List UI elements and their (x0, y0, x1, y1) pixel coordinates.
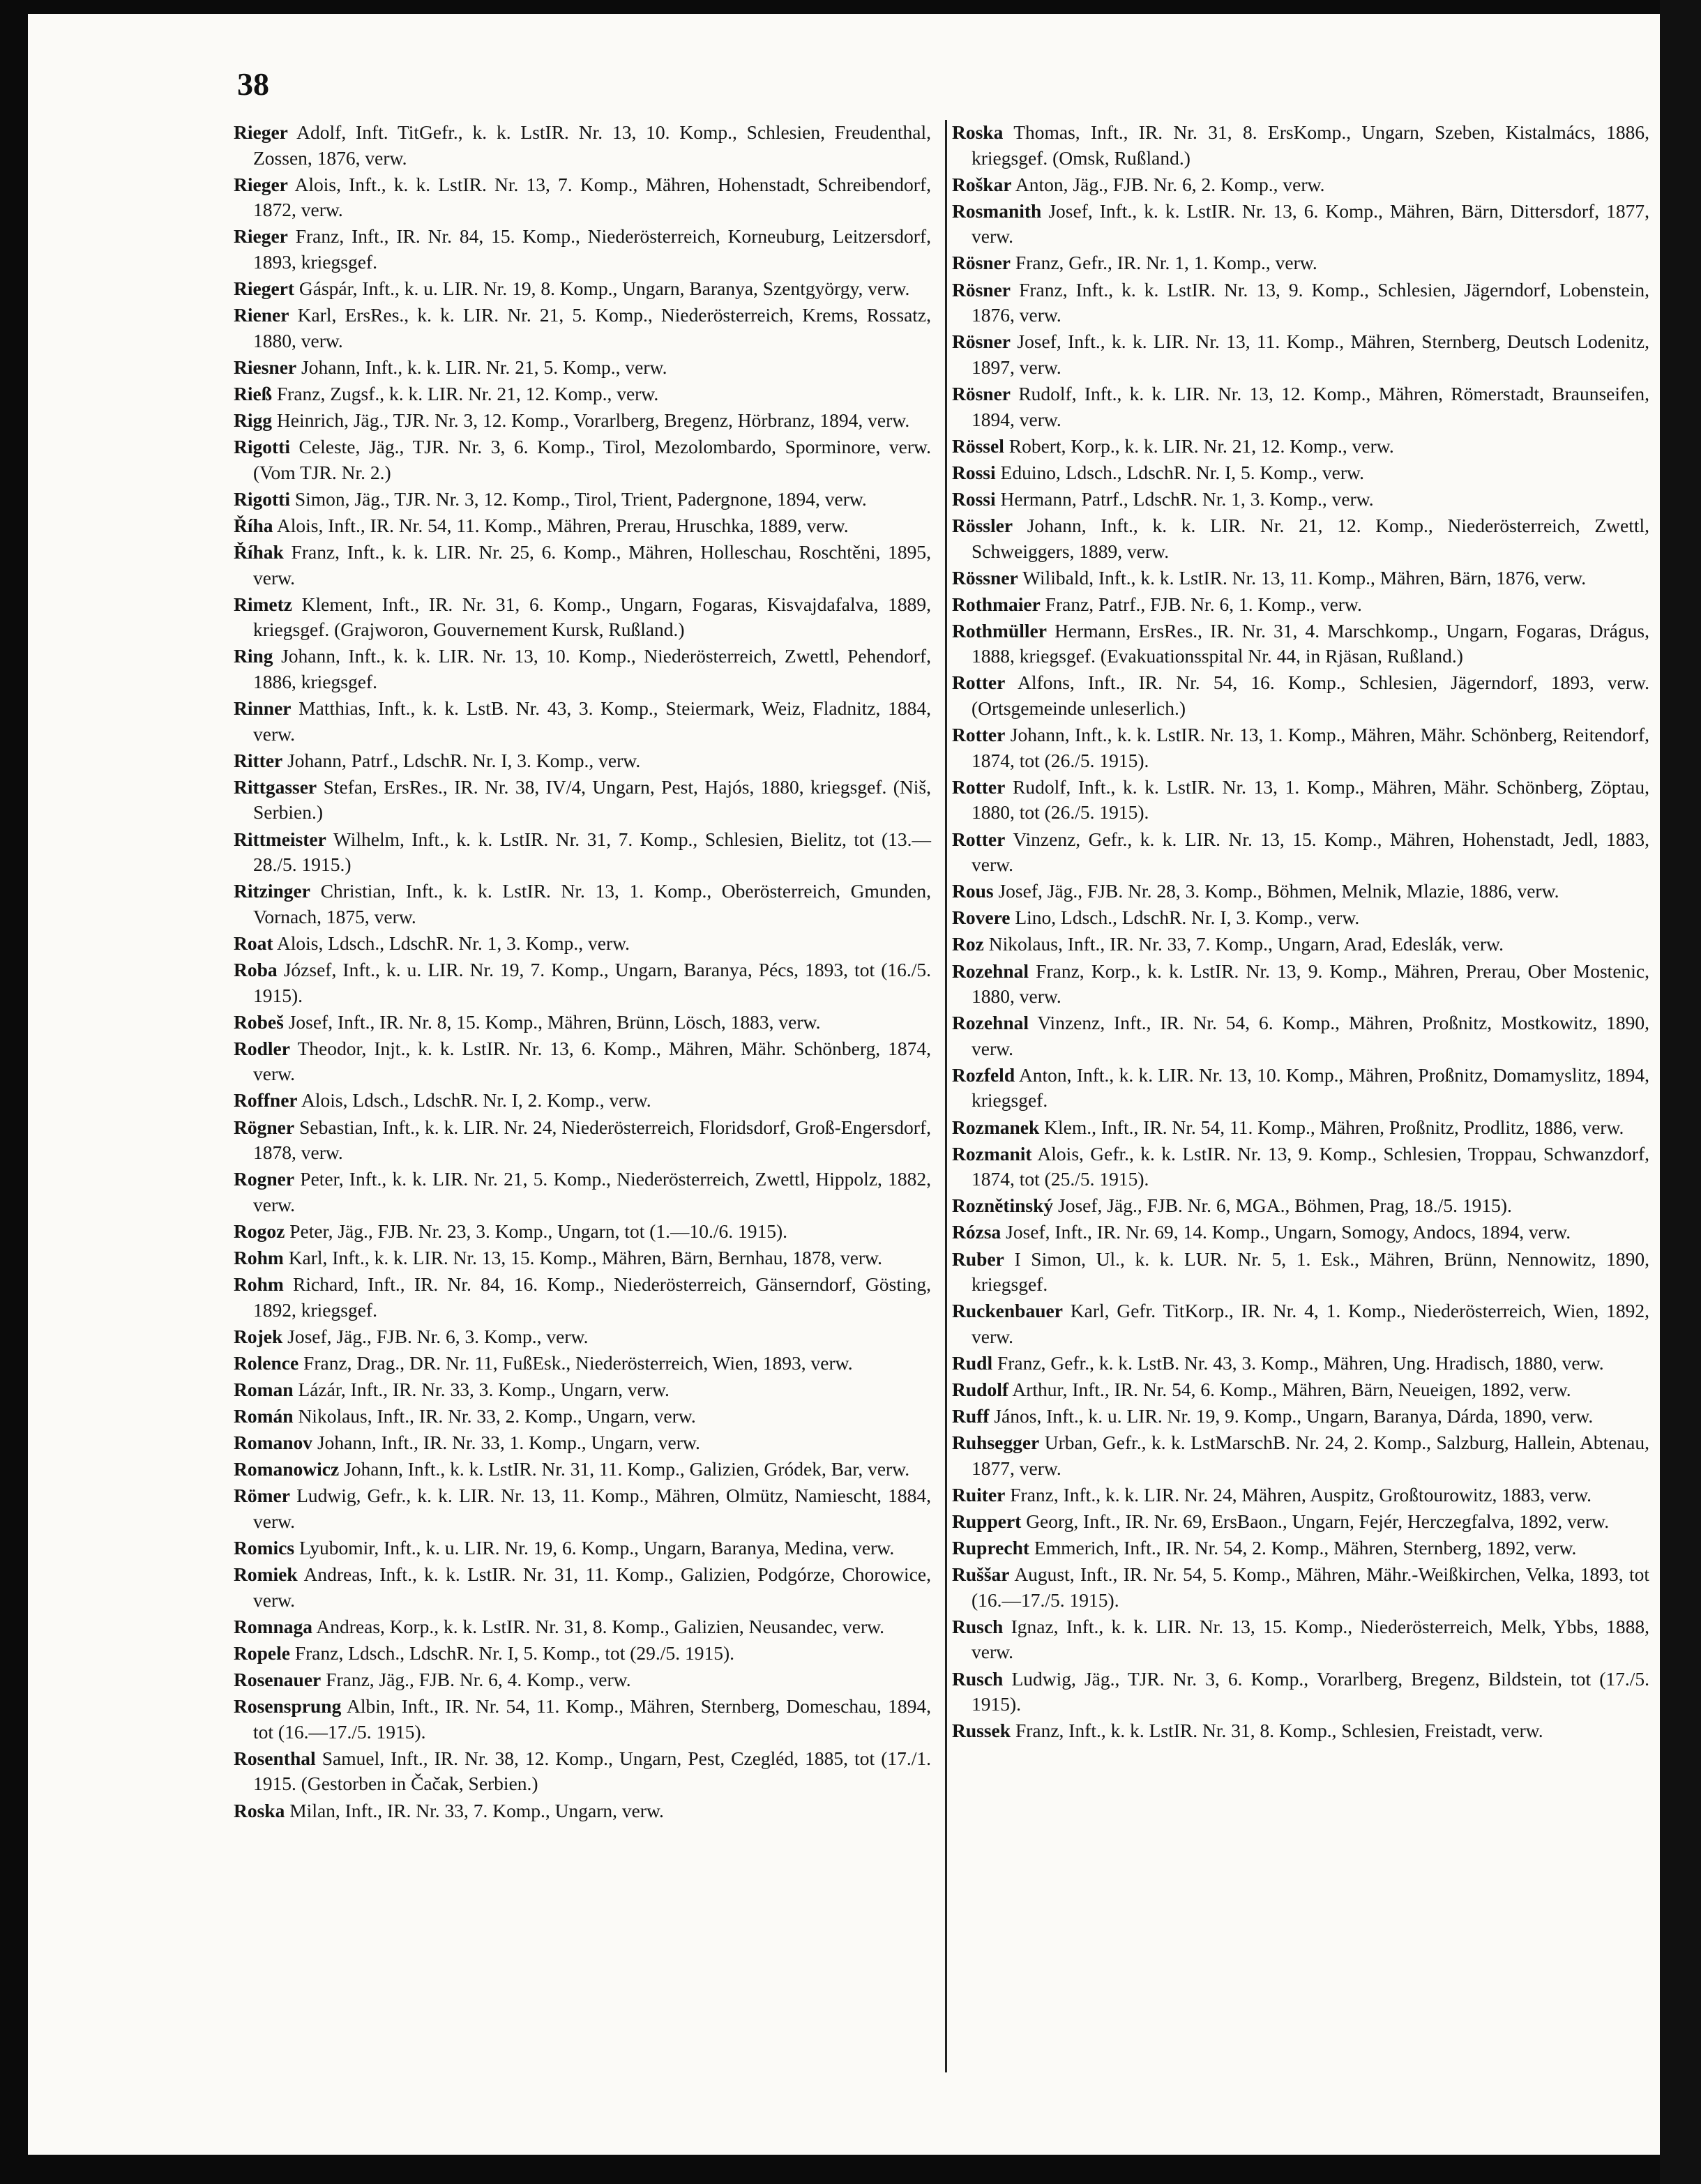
entry-details: Gáspár, Inft., k. u. LIR. Nr. 19, 8. Komp., Ungarn, Baranya, Szentgyörgy, verw. (294, 278, 910, 300)
entry-surname: Rothmüller (952, 619, 1047, 642)
roster-entry (952, 1718, 1649, 1744)
roster-entry (952, 932, 1649, 957)
roster-entry (234, 172, 931, 223)
entry-surname: Rösner (952, 252, 1011, 274)
entry-surname: Rozmanit (952, 1142, 1032, 1165)
roster-entry (952, 722, 1649, 773)
entry-details: Josef, Inft., IR. Nr. 69, 14. Komp., Ungarn, Somogy, Andocs, 1894, verw. (1001, 1221, 1571, 1243)
entry-surname: Rotter (952, 672, 1006, 694)
roster-entry (234, 1272, 931, 1323)
left-column (234, 120, 931, 1825)
entry-details: Josef, Inft., IR. Nr. 8, 15. Komp., Mähren, Brünn, Lösch, 1883, verw. (283, 1010, 821, 1033)
entry-details: Lázár, Inft., IR. Nr. 33, 3. Komp., Ungarn, verw. (293, 1379, 670, 1400)
entry-details: Klement, Inft., IR. Nr. 31, 6. Komp., Ungarn, Fogaras, Kisvajdafalva, 1889, kriegsgef. (Grajworon, Gouvernement Kursk, Rußland.) (253, 593, 931, 641)
entry-surname: Rieger (234, 225, 288, 248)
roster-entry (952, 592, 1649, 618)
roster-entry (234, 1457, 931, 1482)
entry-surname: Říha (234, 514, 273, 536)
entry-details: Franz, Inft., k. k. LIR. Nr. 25, 6. Komp., Mähren, Holleschau, Roschtěni, 1895, verw. (253, 541, 931, 589)
roster-entry (234, 487, 931, 513)
entry-details: Josef, Jäg., FJB. Nr. 6, 3. Komp., verw. (282, 1325, 589, 1347)
entry-details: Samuel, Inft., IR. Nr. 38, 12. Komp., Ungarn, Pest, Czegléd, 1885, tot (17./1. 1915. (Gestorben in Čačak, Serbien.) (253, 1747, 931, 1795)
entry-details: Franz, Inft., k. k. LIR. Nr. 24, Mähren, Auspitz, Großtourowitz, 1883, verw. (1005, 1483, 1592, 1506)
entry-details: Ignaz, Inft., k. k. LIR. Nr. 13, 15. Komp., Niederösterreich, Melk, Ybbs, 1888, verw. (972, 1615, 1649, 1663)
entry-details: Celeste, Jäg., TJR. Nr. 3, 6. Komp., Tirol, Mezolombardo, Sporminore, verw. (Vom TJR. Nr. 2.) (253, 436, 931, 483)
entry-details: I Simon, Ul., k. k. LUR. Nr. 5, 1. Esk., Mähren, Brünn, Nennowitz, 1890, kriegsgef. (972, 1248, 1649, 1296)
scan-edge (1660, 0, 1701, 2184)
entry-details: Johann, Patrf., LdschR. Nr. I, 3. Komp., verw. (282, 749, 641, 771)
entry-details: Adolf, Inft. TitGefr., k. k. LstIR. Nr. 13, 10. Komp., Schlesien, Freudenthal, Zossen, 1876, verw. (253, 121, 931, 169)
entry-surname: Roska (234, 1799, 285, 1821)
roster-entry (952, 1142, 1649, 1192)
entry-surname: Rodler (234, 1037, 290, 1059)
roster-entry (952, 278, 1649, 328)
roster-entry (234, 644, 931, 695)
roster-entry (952, 487, 1649, 513)
entry-surname: Romics (234, 1537, 295, 1559)
entry-surname: Rovere (952, 907, 1011, 929)
entry-surname: Romanowicz (234, 1458, 340, 1480)
entry-details: Franz, Gefr., IR. Nr. 1, 1. Komp., verw. (1011, 252, 1317, 274)
entry-surname: Rössner (952, 566, 1018, 589)
entry-surname: Rozfeld (952, 1063, 1015, 1086)
roster-entry (952, 250, 1649, 276)
entry-surname: Rusch (952, 1667, 1004, 1690)
roster-entry (234, 1667, 931, 1693)
entry-details: Klem., Inft., IR. Nr. 54, 11. Komp., Mähren, Proßnitz, Prodlitz, 1886, verw. (1039, 1116, 1624, 1138)
roster-entry (952, 381, 1649, 432)
entry-surname: Ruckenbauer (952, 1300, 1063, 1322)
entry-details: Lyubomir, Inft., k. u. LIR. Nr. 19, 6. Komp., Ungarn, Baranya, Medina, verw. (294, 1537, 895, 1559)
entry-surname: Rossi (952, 487, 996, 510)
entry-details: Franz, Drag., DR. Nr. 11, FußEsk., Niederösterreich, Wien, 1893, verw. (298, 1351, 853, 1374)
roster-entry (234, 1377, 931, 1403)
entry-surname: Rinner (234, 697, 292, 720)
roster-entry (234, 1404, 931, 1430)
entry-details: Josef, Inft., k. k. LIR. Nr. 13, 11. Komp., Mähren, Sternberg, Deutsch Lodenitz, 1897, verw. (972, 331, 1649, 378)
roster-entry (234, 1614, 931, 1640)
entry-details: Josef, Jäg., FJB. Nr. 28, 3. Komp., Böhmen, Melnik, Mlazie, 1886, verw. (993, 880, 1559, 902)
entry-surname: Roska (952, 121, 1004, 143)
entry-details: Emmerich, Inft., IR. Nr. 54, 2. Komp., Mähren, Sternberg, 1892, verw. (1029, 1537, 1577, 1559)
entry-surname: Rosenthal (234, 1747, 316, 1769)
entry-details: Arthur, Inft., IR. Nr. 54, 6. Komp., Mähren, Bärn, Neueigen, 1892, verw. (1008, 1379, 1571, 1400)
entry-surname: Russek (952, 1720, 1011, 1742)
entry-details: Hermann, ErsRes., IR. Nr. 31, 4. Marschkomp., Ungarn, Fogaras, Drágus, 1888, kriegsgef. (Evakuationsspital Nr. 44, in Rjäsan, Rußland.) (972, 619, 1649, 667)
entry-surname: Rothmaier (952, 593, 1041, 615)
entry-details: Milan, Inft., IR. Nr. 33, 7. Komp., Ungarn, verw. (285, 1799, 664, 1821)
entry-details: Alois, Inft., IR. Nr. 54, 11. Komp., Mähren, Prerau, Hruschka, 1889, verw. (273, 514, 849, 536)
roster-entry (234, 827, 931, 878)
roster-entry (234, 1430, 931, 1456)
roster-entry (952, 513, 1649, 564)
entry-surname: Ruiter (952, 1483, 1006, 1506)
entry-surname: Říhak (234, 541, 284, 563)
entry-surname: Ruprecht (952, 1537, 1030, 1559)
entry-details: Alfons, Inft., IR. Nr. 54, 16. Komp., Schlesien, Jägerndorf, 1893, verw. (Ortsgemeinde unleserlich.) (972, 672, 1649, 720)
entry-surname: Rögner (234, 1116, 295, 1138)
entry-surname: Rozehnal (952, 960, 1029, 982)
roster-entry (234, 1036, 931, 1087)
right-column (952, 120, 1649, 1745)
entry-surname: Rittgasser (234, 775, 317, 798)
entry-surname: Rous (952, 880, 994, 902)
roster-entry (234, 1010, 931, 1036)
entry-surname: Ropele (234, 1641, 290, 1664)
roster-entry (234, 1798, 931, 1824)
entry-surname: Rimetz (234, 593, 292, 615)
entry-surname: Rosensprung (234, 1695, 342, 1717)
roster-entry (952, 775, 1649, 826)
entry-surname: Rogoz (234, 1220, 285, 1242)
entry-details: Peter, Inft., k. k. LIR. Nr. 21, 5. Komp., Niederösterreich, Zwettl, Hippolz, 1882, verw. (253, 1168, 931, 1215)
roster-entry (234, 1088, 931, 1114)
entry-surname: Roat (234, 932, 273, 954)
entry-surname: Rogner (234, 1168, 295, 1190)
roster-entry (952, 1667, 1649, 1717)
roster-entry (952, 434, 1649, 460)
roster-entry (952, 1404, 1649, 1430)
entry-surname: Riesner (234, 356, 297, 378)
roster-entry (234, 592, 931, 643)
roster-entry (234, 224, 931, 275)
entry-surname: Ruššar (952, 1563, 1010, 1586)
entry-surname: Rössel (952, 434, 1004, 457)
entry-surname: Ring (234, 645, 273, 667)
entry-details: Josef, Inft., k. k. LstIR. Nr. 13, 6. Komp., Mähren, Bärn, Dittersdorf, 1877, verw. (972, 199, 1649, 248)
roster-entry (234, 1483, 931, 1534)
entry-surname: Román (234, 1405, 294, 1427)
entry-details: Richard, Inft., IR. Nr. 84, 16. Komp., Niederösterreich, Gänserndorf, Gösting, 1892, kriegsgef. (253, 1273, 931, 1321)
entry-details: Johann, Inft., k. k. LIR. Nr. 21, 12. Komp., Niederösterreich, Zwettl, Schweiggers, 1889, verw. (972, 514, 1649, 562)
entry-details: Franz, Jäg., FJB. Nr. 6, 4. Komp., verw. (321, 1669, 631, 1691)
roster-entry (234, 775, 931, 826)
roster-entry (952, 619, 1649, 669)
entry-details: Johann, Inft., k. k. LstIR. Nr. 31, 11. Komp., Galizien, Gródek, Bar, verw. (339, 1458, 910, 1480)
entry-details: August, Inft., IR. Nr. 54, 5. Komp., Mähren, Mähr.-Weißkirchen, Velka, 1893, tot (16.—17./5. 1915). (972, 1563, 1649, 1611)
entry-surname: Rösner (952, 278, 1011, 301)
roster-entry (234, 1641, 931, 1667)
entry-surname: Rittmeister (234, 828, 326, 850)
scanned-page (28, 14, 1660, 2155)
entry-surname: Ritter (234, 749, 283, 771)
entry-surname: Rozehnal (952, 1012, 1029, 1034)
roster-entry (234, 748, 931, 774)
entry-surname: Roba (234, 959, 278, 980)
entry-details: Albin, Inft., IR. Nr. 54, 11. Komp., Mähren, Sternberg, Domeschau, 1894, tot (16.—17./5. 1915). (253, 1695, 931, 1743)
entry-surname: Rieger (234, 121, 288, 143)
roster-entry (234, 1167, 931, 1218)
entry-surname: Rojek (234, 1325, 283, 1347)
entry-surname: Rieger (234, 173, 288, 195)
entry-details: Franz, Korp., k. k. LstIR. Nr. 13, 9. Komp., Mähren, Prerau, Ober Mostenic, 1880, verw. (972, 960, 1649, 1008)
roster-entry (952, 1430, 1649, 1481)
entry-surname: Rudolf (952, 1379, 1008, 1400)
entry-details: Johann, Inft., k. k. LIR. Nr. 13, 10. Komp., Niederösterreich, Zwettl, Pehendorf, 1886, kriegsgef. (253, 645, 931, 692)
entry-details: Rudolf, Inft., k. k. LstIR. Nr. 13, 1. Komp., Mähren, Mähr. Schönberg, Zöptau, 1880, tot (26./5. 1915). (972, 775, 1649, 824)
roster-entry (234, 355, 931, 381)
roster-entry (234, 1115, 931, 1166)
entry-details: Robert, Korp., k. k. LIR. Nr. 21, 12. Komp., verw. (1004, 434, 1394, 457)
entry-surname: Ruber (952, 1248, 1004, 1270)
entry-surname: Rotter (952, 828, 1006, 850)
entry-details: Eduino, Ldsch., LdschR. Nr. I, 5. Komp., verw. (995, 461, 1364, 483)
entry-surname: Rösner (952, 382, 1011, 404)
entry-details: Stefan, ErsRes., IR. Nr. 38, IV/4, Ungarn, Pest, Hajós, 1880, kriegsgef. (Niš, Serbien.) (253, 775, 931, 824)
roster-entry (234, 1535, 931, 1561)
entry-details: Wilibald, Inft., k. k. LstIR. Nr. 13, 11. Komp., Mähren, Bärn, 1876, verw. (1018, 566, 1587, 589)
entry-surname: Romiek (234, 1563, 298, 1586)
roster-entry (952, 1010, 1649, 1061)
entry-surname: Rohm (234, 1273, 284, 1296)
roster-entry (952, 329, 1649, 380)
entry-details: János, Inft., k. u. LIR. Nr. 19, 9. Komp., Ungarn, Baranya, Dárda, 1890, verw. (989, 1405, 1594, 1427)
roster-entry (952, 827, 1649, 878)
entry-surname: Rózsa (952, 1221, 1001, 1243)
entry-details: Karl, Inft., k. k. LIR. Nr. 13, 15. Komp., Mähren, Bärn, Bernhau, 1878, verw. (283, 1247, 883, 1269)
entry-details: József, Inft., k. u. LIR. Nr. 19, 7. Komp., Ungarn, Baranya, Pécs, 1893, tot (16./5. 1915). (253, 959, 931, 1006)
entry-details: Peter, Jäg., FJB. Nr. 23, 3. Komp., Ungarn, tot (1.—10./6. 1915). (285, 1220, 788, 1242)
roster-entry (234, 1245, 931, 1271)
roster-entry (952, 1115, 1649, 1141)
entry-details: Nikolaus, Inft., IR. Nr. 33, 2. Komp., Ungarn, verw. (293, 1405, 696, 1427)
entry-details: Christian, Inft., k. k. LstIR. Nr. 13, 1. Komp., Oberösterreich, Gmunden, Vornach, 1875, verw. (253, 880, 931, 927)
entry-details: Vinzenz, Gefr., k. k. LIR. Nr. 13, 15. Komp., Mähren, Hohenstadt, Jedl, 1883, verw. (972, 828, 1649, 876)
entry-details: Alois, Ldsch., LdschR. Nr. 1, 3. Komp., verw. (273, 932, 630, 954)
roster-entry (234, 957, 931, 1008)
entry-surname: Romnaga (234, 1615, 313, 1637)
roster-entry (234, 696, 931, 747)
entry-surname: Roman (234, 1379, 294, 1400)
entry-surname: Rohm (234, 1247, 284, 1269)
roster-entry (234, 408, 931, 434)
entry-details: Johann, Inft., k. k. LIR. Nr. 21, 5. Komp., verw. (296, 356, 667, 378)
roster-entry (952, 1247, 1649, 1298)
entry-surname: Rolence (234, 1351, 299, 1374)
entry-details: Theodor, Injt., k. k. LstIR. Nr. 13, 6. Komp., Mähren, Mähr. Schönberg, 1874, verw. (253, 1037, 931, 1085)
roster-entry (952, 566, 1649, 591)
roster-entry (952, 120, 1649, 171)
roster-entry (234, 1694, 931, 1745)
entry-details: Franz, Ldsch., LdschR. Nr. I, 5. Komp., tot (29./5. 1915). (289, 1641, 734, 1664)
entry-details: Sebastian, Inft., k. k. LIR. Nr. 24, Niederösterreich, Floridsdorf, Groß-Engersdorf, 1878, verw. (253, 1116, 931, 1164)
entry-surname: Riegert (234, 278, 295, 300)
entry-details: Franz, Inft., k. k. LstIR. Nr. 31, 8. Komp., Schlesien, Freistadt, verw. (1011, 1720, 1543, 1742)
entry-surname: Ruhsegger (952, 1432, 1040, 1454)
entry-surname: Rudl (952, 1351, 993, 1374)
roster-entry (952, 1535, 1649, 1561)
entry-details: Franz, Zugsf., k. k. LIR. Nr. 21, 12. Komp., verw. (272, 382, 659, 404)
entry-details: Alois, Gefr., k. k. LstIR. Nr. 13, 9. Komp., Schlesien, Troppau, Schwanzdorf, 1874, tot (25./5. 1915). (972, 1142, 1649, 1190)
entry-surname: Riener (234, 304, 289, 326)
roster-entry (234, 879, 931, 930)
entry-surname: Rigotti (234, 436, 290, 458)
roster-entry (234, 1351, 931, 1377)
roster-entry (234, 1324, 931, 1350)
entry-details: Matthias, Inft., k. k. LstB. Nr. 43, 3. Komp., Steiermark, Weiz, Fladnitz, 1884, verw. (253, 697, 931, 745)
entry-surname: Rigotti (234, 487, 290, 510)
entry-surname: Römer (234, 1485, 290, 1507)
entry-details: Vinzenz, Inft., IR. Nr. 54, 6. Komp., Mähren, Proßnitz, Mostkowitz, 1890, verw. (972, 1012, 1649, 1059)
entry-surname: Robeš (234, 1010, 284, 1033)
entry-surname: Roznětinský (952, 1195, 1054, 1217)
roster-entry (952, 879, 1649, 904)
entry-details: Alois, Ldsch., LdschR. Nr. I, 2. Komp., verw. (297, 1089, 651, 1112)
entry-surname: Rossi (952, 461, 996, 483)
roster-entry (234, 381, 931, 407)
roster-entry (952, 1351, 1649, 1377)
entry-details: Nikolaus, Inft., IR. Nr. 33, 7. Komp., Ungarn, Arad, Edeslák, verw. (983, 933, 1504, 955)
roster-entry (952, 172, 1649, 198)
roster-entry (952, 1482, 1649, 1508)
entry-details: Franz, Inft., IR. Nr. 84, 15. Komp., Niederösterreich, Korneuburg, Leitzersdorf, 1893, kriegsgef. (253, 225, 931, 273)
roster-entry (952, 1220, 1649, 1245)
entry-surname: Rigg (234, 409, 272, 432)
entry-surname: Roz (952, 933, 984, 955)
entry-details: Alois, Inft., k. k. LstIR. Nr. 13, 7. Komp., Mähren, Hohenstadt, Schreibendorf, 1872, verw. (253, 173, 931, 221)
roster-entry (952, 1063, 1649, 1114)
roster-entry (952, 959, 1649, 1010)
entry-details: Johann, Inft., IR. Nr. 33, 1. Komp., Ungarn, verw. (312, 1432, 700, 1454)
entry-surname: Ruppert (952, 1510, 1022, 1532)
entry-details: Wilhelm, Inft., k. k. LstIR. Nr. 31, 7. Komp., Schlesien, Bielitz, tot (13.—28./5. 1915.) (253, 828, 931, 876)
entry-details: Georg, Inft., IR. Nr. 69, ErsBaon., Ungarn, Fejér, Herczegfalva, 1892, verw. (1021, 1510, 1610, 1532)
roster-entry (952, 1298, 1649, 1349)
entry-details: Heinrich, Jäg., TJR. Nr. 3, 12. Komp., Vorarlberg, Bregenz, Hörbranz, 1894, verw. (272, 409, 910, 432)
roster-entry (234, 434, 931, 485)
entry-details: Karl, ErsRes., k. k. LIR. Nr. 21, 5. Komp., Niederösterreich, Krems, Rossatz, 1880, verw. (253, 304, 931, 351)
roster-entry (952, 1562, 1649, 1613)
entry-surname: Rieß (234, 382, 272, 404)
roster-entry (952, 199, 1649, 250)
roster-entry (234, 303, 931, 354)
entry-surname: Rosenauer (234, 1669, 322, 1691)
entry-details: Franz, Gefr., k. k. LstB. Nr. 43, 3. Komp., Mähren, Ung. Hradisch, 1880, verw. (992, 1351, 1604, 1374)
entry-surname: Rotter (952, 724, 1006, 746)
entry-surname: Rösner (952, 331, 1011, 353)
entry-details: Franz, Inft., k. k. LstIR. Nr. 13, 9. Komp., Schlesien, Jägerndorf, Lobenstein, 1876, verw. (972, 278, 1649, 326)
roster-entry (234, 1746, 931, 1797)
roster-entry (952, 1377, 1649, 1403)
roster-entry (952, 905, 1649, 931)
entry-surname: Roškar (952, 173, 1012, 195)
entry-surname: Roffner (234, 1089, 298, 1112)
roster-entry (234, 540, 931, 591)
entry-details: Josef, Jäg., FJB. Nr. 6, MGA., Böhmen, Prag, 18./5. 1915). (1053, 1195, 1512, 1217)
entry-details: Rudolf, Inft., k. k. LIR. Nr. 13, 12. Komp., Mähren, Römerstadt, Braunseifen, 1894, verw. (972, 382, 1649, 430)
entry-details: Andreas, Inft., k. k. LstIR. Nr. 31, 11. Komp., Galizien, Podgórze, Chorowice, verw. (253, 1563, 931, 1611)
entry-details: Urban, Gefr., k. k. LstMarschB. Nr. 24, 2. Komp., Salzburg, Hallein, Abtenau, 1877, verw. (972, 1432, 1649, 1479)
roster-entry (234, 931, 931, 957)
entry-surname: Rössler (952, 514, 1013, 536)
roster-entry (952, 1509, 1649, 1535)
entry-surname: Rusch (952, 1615, 1004, 1637)
roster-entry (234, 120, 931, 171)
entry-details: Karl, Gefr. TitKorp., IR. Nr. 4, 1. Komp., Niederösterreich, Wien, 1892, verw. (972, 1300, 1649, 1347)
entry-surname: Ritzinger (234, 880, 310, 902)
roster-entry (234, 1562, 931, 1613)
entry-surname: Rozmanek (952, 1116, 1040, 1138)
entry-details: Anton, Jäg., FJB. Nr. 6, 2. Komp., verw. (1011, 173, 1325, 195)
entry-details: Hermann, Patrf., LdschR. Nr. 1, 3. Komp., verw. (995, 487, 1374, 510)
entry-details: Johann, Inft., k. k. LstIR. Nr. 13, 1. Komp., Mähren, Mähr. Schönberg, Reitendorf, 1874, tot (26./5. 1915). (972, 724, 1649, 771)
column-divider (945, 120, 947, 2072)
entry-details: Ludwig, Jäg., TJR. Nr. 3, 6. Komp., Vorarlberg, Bregenz, Bildstein, tot (17./5. 1915). (972, 1667, 1649, 1715)
roster-entry (952, 1193, 1649, 1219)
entry-details: Simon, Jäg., TJR. Nr. 3, 12. Komp., Tirol, Trient, Padergnone, 1894, verw. (289, 487, 867, 510)
roster-entry (952, 1614, 1649, 1665)
entry-surname: Rosmanith (952, 199, 1042, 222)
roster-entry (234, 1219, 931, 1245)
roster-entry (952, 670, 1649, 721)
entry-surname: Ruff (952, 1405, 990, 1427)
entry-surname: Romanov (234, 1432, 313, 1454)
entry-surname: Rotter (952, 775, 1006, 798)
page-number: 38 (237, 66, 269, 102)
entry-details: Ludwig, Gefr., k. k. LIR. Nr. 13, 11. Komp., Mähren, Olmütz, Namiescht, 1884, verw. (253, 1485, 931, 1532)
entry-details: Anton, Inft., k. k. LIR. Nr. 13, 10. Komp., Mähren, Proßnitz, Domamyslitz, 1894, kriegsgef. (972, 1063, 1649, 1112)
roster-entry (234, 276, 931, 302)
entry-details: Lino, Ldsch., LdschR. Nr. I, 3. Komp., verw. (1010, 907, 1360, 929)
roster-entry (952, 460, 1649, 486)
entry-details: Thomas, Inft., IR. Nr. 31, 8. ErsKomp., Ungarn, Szeben, Kistalmács, 1886, kriegsgef. (Omsk, Rußland.) (972, 121, 1649, 169)
entry-details: Andreas, Korp., k. k. LstIR. Nr. 31, 8. Komp., Galizien, Neusandec, verw. (312, 1615, 885, 1637)
roster-entry (234, 513, 931, 539)
entry-details: Franz, Patrf., FJB. Nr. 6, 1. Komp., verw. (1040, 593, 1362, 615)
